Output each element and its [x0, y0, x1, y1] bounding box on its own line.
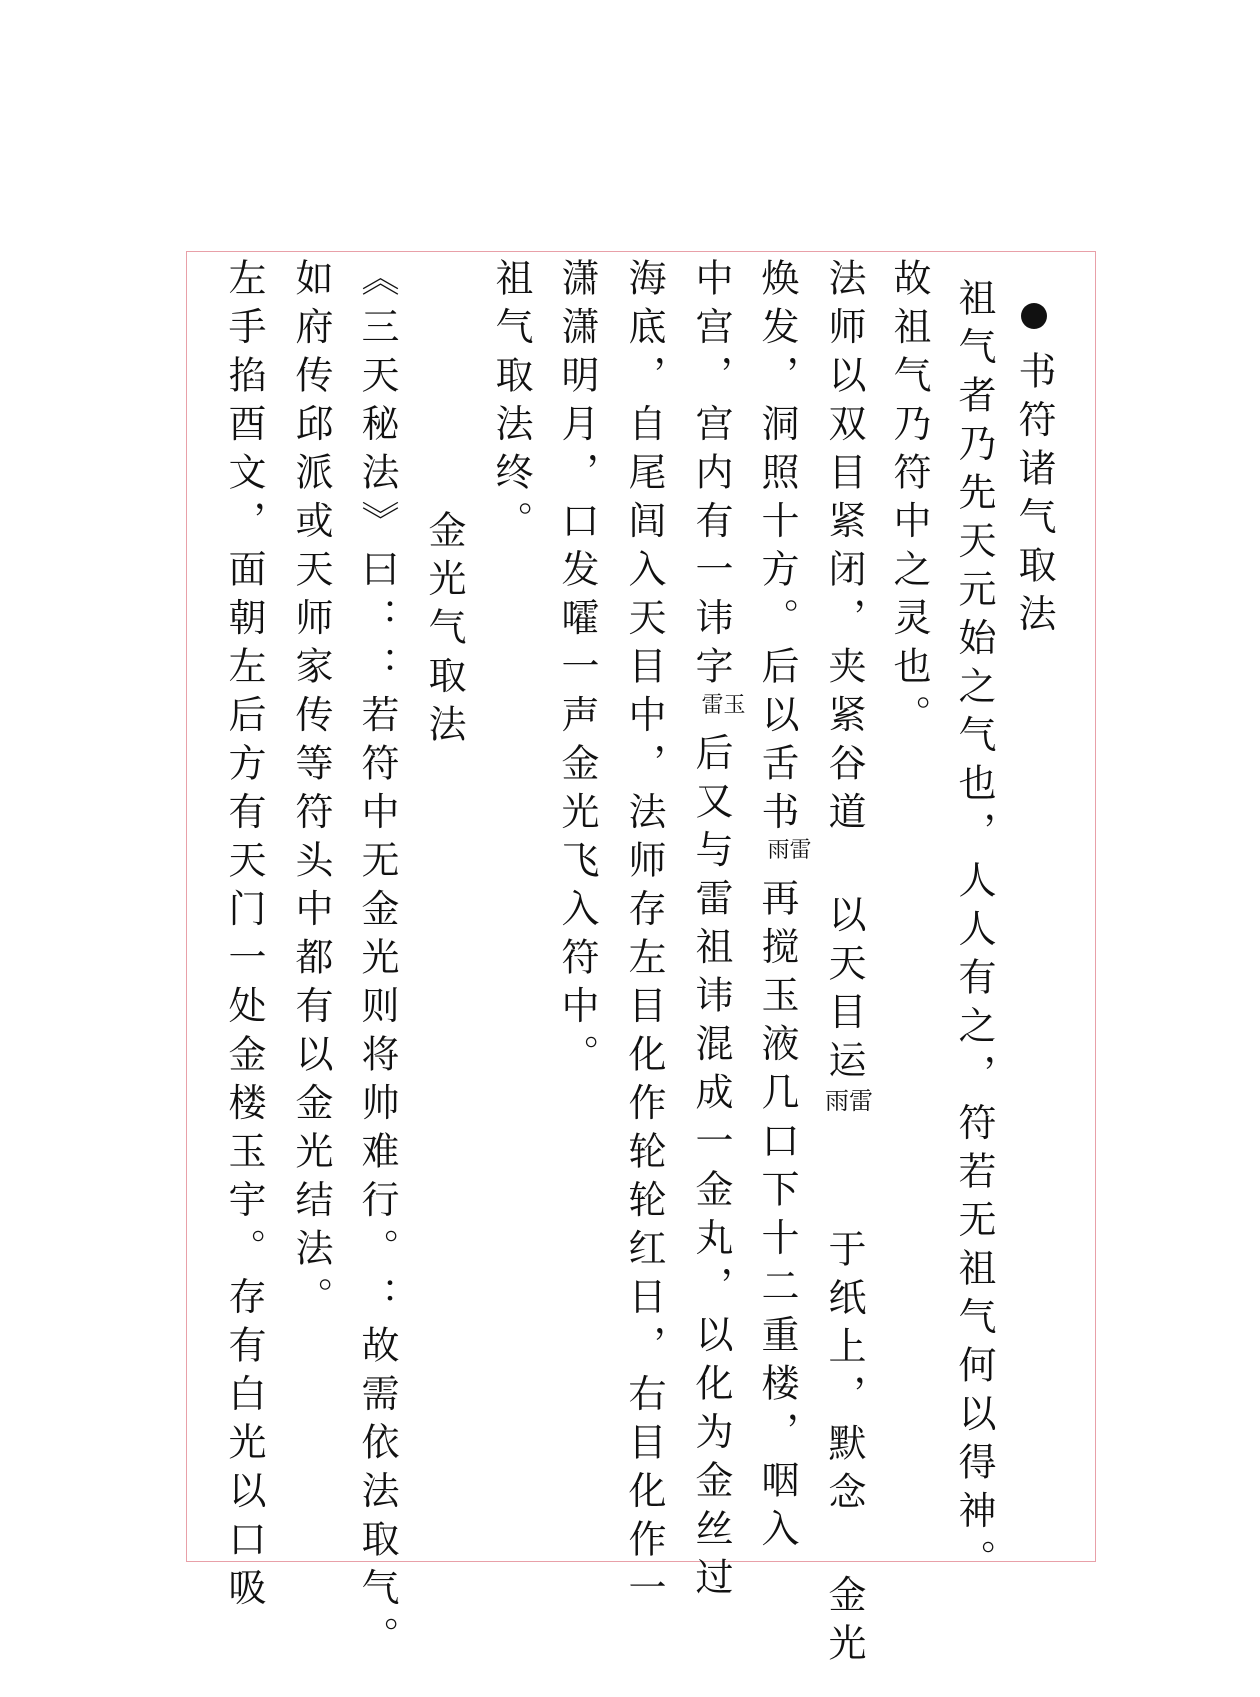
talisman-glyph-2: 雨雷 — [767, 838, 812, 863]
text-column-11: 左手掐酉文，面朝左后方有天门一处金楼玉宇。存有白光以口吸 — [222, 258, 266, 1616]
text-run: 后又与雷祖讳混成一金丸，以化为金丝过 — [689, 732, 733, 1606]
heading-text: 书符诸气取法 — [1012, 351, 1056, 642]
text-column-7: 潇潇明月，口发嚯一声金光飞入符中。 — [555, 258, 599, 1083]
text-run: 于纸上，默念 金光 — [822, 1174, 866, 1672]
text-column-8: 祖气取法终。 — [489, 258, 533, 549]
text-run: 中宫，宫内有一讳字 — [689, 258, 733, 695]
text-run: 法师以双目紧闭，夹紧谷道 以天目运 — [822, 258, 866, 1089]
text-column-4 — [755, 258, 812, 1557]
talisman-glyph-3: 雷玉 — [701, 692, 746, 718]
section-heading — [1012, 303, 1056, 642]
text-column-1: 祖气者乃先天元始之气也，人人有之，符若无祖气何以得神。 — [952, 278, 996, 1588]
text-column-5 — [689, 258, 746, 1606]
text-column-2: 故祖气乃符中之灵也。 — [887, 258, 931, 743]
talisman-glyph-1: 雨雷 — [825, 1086, 873, 1115]
text-column-3 — [822, 258, 873, 1672]
text-run: 焕发，洞照十方。后以舌书 — [755, 258, 799, 840]
text-run: 再搅玉液几口下十二重楼，咽入 — [755, 878, 799, 1557]
text-column-9: 《三天秘法》曰：：若符中无金光则将帅难行。：故需依法取气。 — [355, 258, 399, 1665]
subheading: 金光气取法 — [422, 510, 466, 753]
bullet-icon — [1021, 303, 1047, 329]
text-column-10: 如府传邱派或天师家传等符头中都有以金光结法。 — [289, 258, 333, 1325]
text-column-6: 海底，自尾闾入天目中，法师存左目化作轮轮红日，右目化作一 — [622, 258, 666, 1616]
